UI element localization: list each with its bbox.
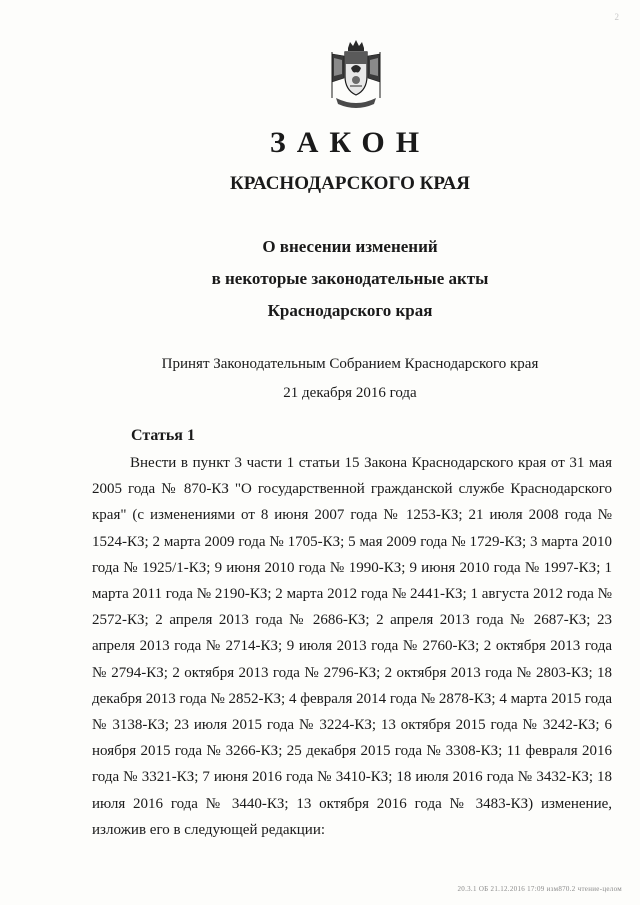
document-region: КРАСНОДАРСКОГО КРАЯ (229, 173, 471, 194)
article-heading: Статья 1 (131, 427, 195, 444)
adopted-by: Принят Законодательным Собранием Краснодарского края (161, 356, 539, 372)
subject-line: О внесении изменений (262, 237, 438, 256)
krasnodar-coat-of-arms-icon (318, 38, 394, 114)
article-body: Внести в пункт 3 части 1 статьи 15 Закона Краснодарского края от 31 мая 2005 года № 870-КЗ "О государственной гражданской службе Краснодарского края" (с изменениями от 8 июня 2007 года № 1253-КЗ; 21 июля 2008 года № 1524-КЗ; 2 марта 2009 года № 1705-КЗ; 5 мая 2009 года № 1729-КЗ; 3 марта 2010 года № 1925/1-КЗ; 9 июня 2010 года № 1990-КЗ; 9 июня 2010 года № 1997-КЗ; 1 марта 2011 года № 2190-КЗ; 2 марта 2012 года № 2441-КЗ; 1 августа 2012 года № 2572-КЗ; 2 апреля 2013 года № 2686-КЗ; 2 апреля 2013 года № 2687-КЗ; 23 апреля 2013 года № 2714-КЗ; 9 июля 2013 года № 2760-КЗ; 2 октября 2013 года № 2794-КЗ; 2 октября 2013 года № 2796-КЗ; 2 октября 2013 года № 2803-КЗ; 18 декабря 2013 года № 2852-КЗ; 4 февраля 2014 года № 2878-КЗ; 4 марта 2015 года № 3138-КЗ; 23 июля 2015 года № 3224-КЗ; 13 октября 2015 года № 3242-КЗ; 6 ноября 2015 года № 3266-КЗ; 25 декабря 2015 года № 3308-КЗ; 11 февраля 2016 года № 3321-КЗ; 7 июня 2016 года № 3410-КЗ; 18 июля 2016 года № 3432-КЗ; 18 июля 2016 года № 3440-КЗ; 13 октября 2016 года № 3483-КЗ) изменение, изложив его в следующей редакции: (92, 455, 612, 838)
subject-line: Краснодарского края (267, 301, 433, 320)
document-title: ЗАКОН (269, 126, 431, 159)
subject-line: в некоторые законодательные акты (211, 269, 489, 288)
corner-mark: 2 (614, 12, 620, 22)
adoption-block (0, 350, 640, 408)
document-subject (0, 231, 640, 327)
footer-mark: 20.3.1 ОБ 21.12.2016 17:09 изм870.2 чтение-целом (457, 885, 622, 893)
adoption-date: 21 декабря 2016 года (283, 385, 417, 401)
